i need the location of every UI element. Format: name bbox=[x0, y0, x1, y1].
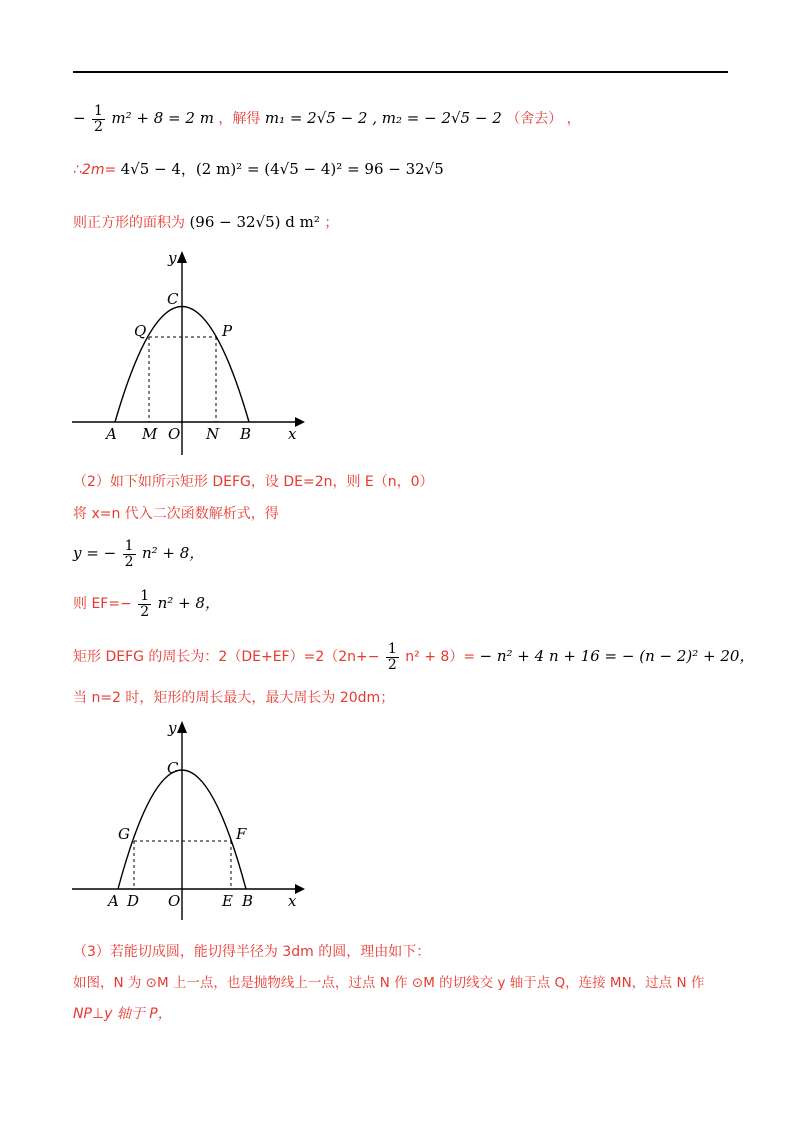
header-rule bbox=[73, 71, 728, 73]
perimeter-rest: − n² + 4 n + 16 = − (n − 2)² + 20， bbox=[479, 647, 755, 665]
label-o: O bbox=[168, 425, 181, 443]
fraction-half bbox=[92, 104, 105, 135]
part3-reason-line-1: 如图，N 为 ⊙M 上一点，也是抛物线上一点，过点 N 作 ⊙M 的切线交 y 轴于点 Q，连接 MN，过点 N 作 bbox=[73, 975, 705, 991]
fraction-denominator: 2 bbox=[140, 603, 150, 620]
fraction-half bbox=[138, 589, 151, 620]
label-g: G bbox=[118, 825, 130, 843]
y-equation-prefix: y = − bbox=[73, 544, 117, 562]
minus-sign: − bbox=[73, 109, 86, 127]
fraction-denominator: 2 bbox=[94, 118, 103, 135]
part2-max: 当 n=2 时，矩形的周长最大，最大周长为 20dm； bbox=[73, 690, 395, 706]
label-f: F bbox=[236, 825, 247, 843]
fraction-denominator: 2 bbox=[124, 553, 134, 570]
label-c: C bbox=[167, 290, 179, 308]
label-m: M bbox=[142, 425, 158, 443]
label-c: C bbox=[167, 759, 179, 777]
area-label: 则正方形的面积为 bbox=[73, 215, 185, 231]
equation-line-2 bbox=[73, 159, 444, 180]
label-o: O bbox=[168, 892, 181, 910]
label-e: E bbox=[222, 892, 233, 910]
fraction-denominator: 2 bbox=[387, 656, 397, 673]
punctuation: ； bbox=[324, 215, 339, 231]
label-a: A bbox=[106, 425, 117, 443]
label-b: B bbox=[240, 425, 252, 443]
perimeter-line bbox=[73, 638, 754, 674]
fraction-numerator: 1 bbox=[387, 640, 397, 657]
perimeter-prefix: 矩形 DEFG 的周长为：2（DE+EF）=2（2n+− bbox=[73, 649, 380, 665]
fraction-numerator: 1 bbox=[94, 102, 103, 119]
y-axis-arrow-icon bbox=[177, 721, 187, 733]
fraction-half bbox=[123, 539, 136, 570]
y-axis-arrow-icon bbox=[177, 251, 187, 263]
part3-reason-line-2: NP⊥y 轴于 P， bbox=[73, 1006, 172, 1022]
fraction-half bbox=[386, 642, 399, 673]
label-b: B bbox=[242, 892, 254, 910]
discard-note: （舍去） bbox=[506, 111, 563, 127]
label-y: y bbox=[168, 719, 177, 737]
label-a: A bbox=[108, 892, 119, 910]
solve-label: ，解得 bbox=[218, 111, 261, 127]
part3-intro: （3）若能切成圆，能切得半径为 3dm 的圆，理由如下： bbox=[73, 944, 431, 960]
parabola-square-graph bbox=[70, 245, 310, 455]
fraction-numerator: 1 bbox=[140, 587, 150, 604]
therefore-prefix: ∴2m= bbox=[73, 162, 117, 178]
fraction-numerator: 1 bbox=[124, 537, 134, 554]
equation-line-1 bbox=[73, 100, 581, 136]
x-axis-arrow-icon bbox=[295, 417, 305, 427]
label-n: N bbox=[206, 425, 220, 443]
label-q: Q bbox=[134, 322, 147, 340]
area-expression: (96 − 32√5) d m² bbox=[189, 213, 320, 231]
ef-prefix: 则 EF=− bbox=[73, 596, 132, 612]
label-y: y bbox=[168, 249, 177, 267]
label-x: x bbox=[288, 892, 297, 910]
punctuation: ， bbox=[566, 111, 581, 127]
x-axis-arrow-icon bbox=[295, 884, 305, 894]
ef-line bbox=[73, 585, 220, 621]
perimeter-mid: n² + 8）= bbox=[405, 649, 476, 665]
roots: m₁ = 2√5 − 2 , m₂ = − 2√5 − 2 bbox=[264, 109, 502, 127]
label-x: x bbox=[288, 425, 297, 443]
equation-rest: m² + 8 = 2 m bbox=[111, 109, 214, 127]
parabola-rectangle-graph bbox=[70, 715, 310, 925]
label-d: D bbox=[127, 892, 140, 910]
square-expression: 4√5 − 4，(2 m)² = (4√5 − 4)² = 96 − 32√5 bbox=[120, 160, 444, 178]
y-equation-rest: n² + 8， bbox=[141, 544, 205, 562]
part2-intro: （2）如下如所示矩形 DEFG，设 DE=2n，则 E（n，0） bbox=[73, 474, 434, 490]
area-line bbox=[73, 212, 338, 233]
part2-substitute: 将 x=n 代入二次函数解析式，得 bbox=[73, 506, 279, 522]
label-p: P bbox=[222, 322, 233, 340]
y-equation-line bbox=[73, 535, 204, 571]
ef-rest: n² + 8， bbox=[157, 594, 220, 612]
